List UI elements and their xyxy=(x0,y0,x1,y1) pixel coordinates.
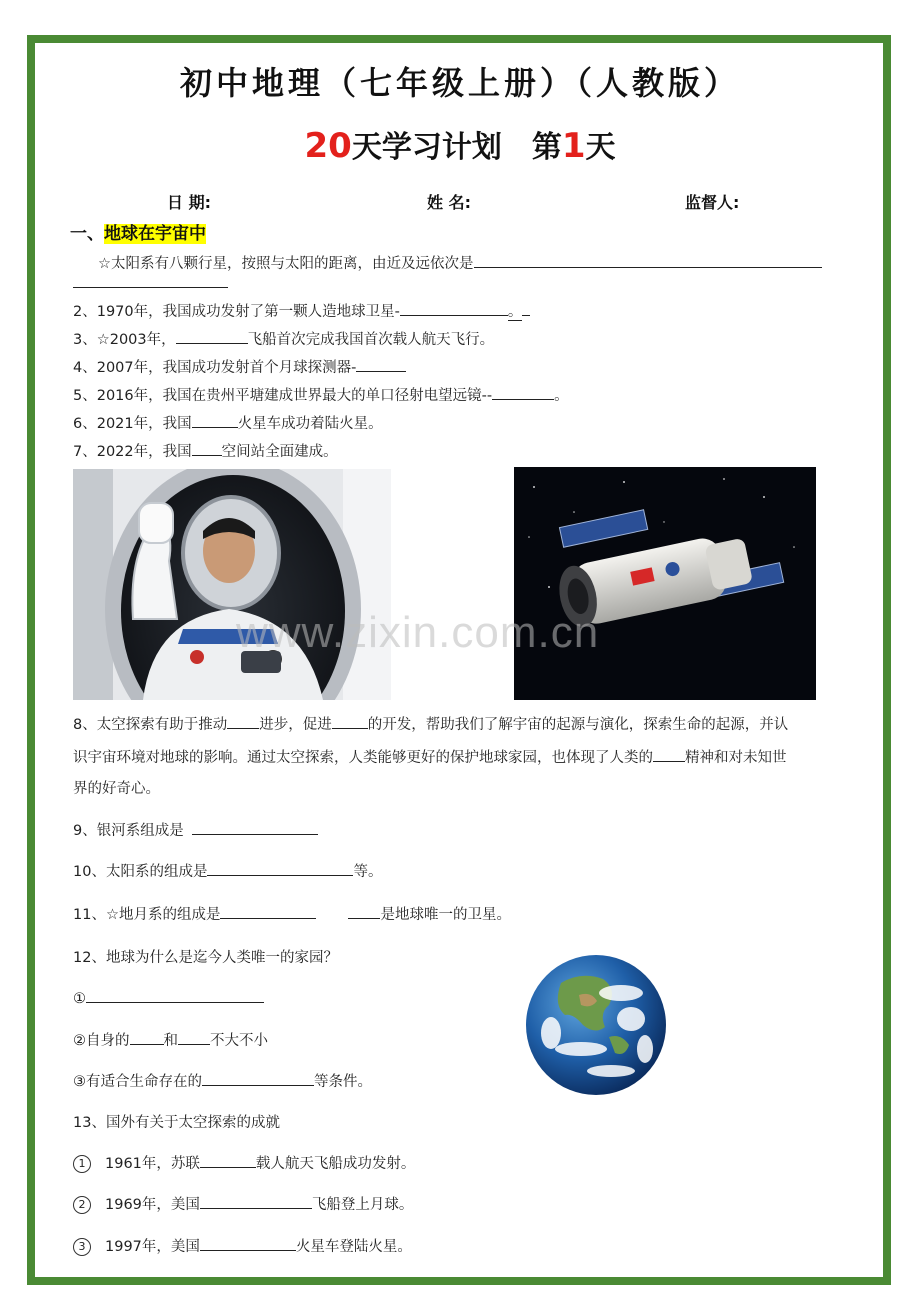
blank xyxy=(332,714,368,729)
question-12: 12、地球为什么是迄今人类唯一的家园？ xyxy=(73,950,338,966)
question-13-item-2 xyxy=(73,1193,413,1214)
question-4-text: 4、2007年，我国成功发射首个月球探测器- xyxy=(73,360,357,376)
blank xyxy=(192,820,318,835)
blank xyxy=(653,747,685,762)
question-5-text: 5、2016年，我国在贵州平塘建成世界最大的单口径射电望远镜-- xyxy=(73,388,493,404)
question-13: 13、国外有关于太空探索的成就 xyxy=(73,1115,280,1131)
question-3 xyxy=(73,328,494,349)
question-8-text-d: 识宇宙环境对地球的影响。通过太空探索，人类能够更好的保护地球家园，也体现了人类的 xyxy=(73,750,653,766)
question-10 xyxy=(73,860,382,881)
circled-number-2: 2 xyxy=(73,1196,91,1214)
question-13-item-1-text-a: 1961年，苏联 xyxy=(105,1156,200,1172)
question-1 xyxy=(98,252,822,273)
earth-globe-illustration xyxy=(521,953,671,1098)
question-5 xyxy=(73,384,569,405)
question-7-text-a: 7、2022年，我国 xyxy=(73,444,192,460)
question-12-item-2-text-a: ②自身的 xyxy=(73,1033,130,1049)
question-3-text-a: 3、☆2003年， xyxy=(73,332,176,348)
day-prefix: 第 xyxy=(531,130,562,165)
blank xyxy=(227,714,259,729)
question-10-text-b: 等。 xyxy=(353,864,383,880)
section-heading xyxy=(70,219,206,244)
circled-number-1: 1 xyxy=(73,1155,91,1173)
watermark: www.zixin.com.cn xyxy=(236,608,600,657)
question-13-item-3-text-a: 1997年，美国 xyxy=(105,1239,200,1255)
question-6 xyxy=(73,412,383,433)
page-title: 初中地理（七年级上册）（人教版） xyxy=(179,64,740,102)
blank xyxy=(86,988,264,1003)
astronaut-illustration xyxy=(73,469,391,700)
blank xyxy=(178,1030,210,1045)
day-suffix: 天 xyxy=(585,130,616,165)
space-station-photo xyxy=(514,467,816,700)
blank xyxy=(200,1153,256,1168)
question-8-text-b: 进步，促进 xyxy=(259,717,332,733)
blank xyxy=(492,385,554,400)
question-3-text-b: 飞船首次完成我国首次载人航天飞行。 xyxy=(247,332,495,348)
question-13-item-3 xyxy=(73,1235,412,1256)
question-13-item-2-text-b: 飞船登上月球。 xyxy=(311,1197,414,1213)
question-9-text: 9、银河系组成是 xyxy=(73,823,184,839)
question-12-item-3 xyxy=(73,1070,372,1091)
blank xyxy=(200,1236,296,1251)
blank xyxy=(130,1030,164,1045)
question-12-item-1 xyxy=(73,988,264,1007)
question-13-item-2-text-a: 1969年，美国 xyxy=(105,1197,200,1213)
question-4 xyxy=(73,356,406,377)
date-label: 日 期: xyxy=(167,193,211,212)
question-8-text-c: 的开发，帮助我们了解宇宙的起源与演化，探索生命的起源，并认 xyxy=(367,717,789,733)
question-12-item-3-text-b: 等条件。 xyxy=(314,1074,372,1090)
supervisor-label: 监督人: xyxy=(685,193,740,212)
blank xyxy=(73,287,228,288)
question-7 xyxy=(73,440,338,461)
question-2-end: 。 xyxy=(507,304,523,320)
blank xyxy=(192,413,238,428)
question-13-item-1 xyxy=(73,1152,415,1173)
question-13-item-3-text-b: 火星车登陆火星。 xyxy=(295,1239,412,1255)
question-12-item-2-text-c: 不大不小 xyxy=(210,1033,268,1049)
question-11 xyxy=(73,903,511,924)
question-5-end: 。 xyxy=(554,388,569,404)
blank xyxy=(348,904,380,919)
plan-text: 天学习计划 xyxy=(351,130,502,165)
section-number: 一、 xyxy=(70,224,104,244)
question-11-text-b: 是地球唯一的卫星。 xyxy=(380,907,511,923)
plan-days: 20 xyxy=(304,126,352,166)
question-10-text-a: 10、太阳系的组成是 xyxy=(73,864,208,880)
blank xyxy=(207,861,353,876)
question-8-line-2 xyxy=(73,746,787,767)
astronaut-photo xyxy=(73,469,391,700)
blank xyxy=(400,301,508,316)
blank xyxy=(220,904,316,919)
question-7-text-b: 空间站全面建成。 xyxy=(221,444,338,460)
blank xyxy=(522,301,530,316)
question-13-item-1-text-b: 载人航天飞船成功发射。 xyxy=(255,1156,416,1172)
blank xyxy=(474,253,822,268)
blank xyxy=(202,1071,314,1086)
blank xyxy=(200,1194,312,1209)
question-9 xyxy=(73,819,318,840)
question-2-text: 2、1970年，我国成功发射了第一颗人造地球卫星- xyxy=(73,304,400,320)
question-6-text-a: 6、2021年，我国 xyxy=(73,416,192,432)
question-8-text-a: 8、太空探索有助于推动 xyxy=(73,717,228,733)
circled-number-3: 3 xyxy=(73,1238,91,1256)
section-title: 地球在宇宙中 xyxy=(104,224,206,244)
question-12-item-2 xyxy=(73,1029,268,1050)
name-label: 姓 名: xyxy=(427,193,471,212)
question-8-line-3: 界的好奇心。 xyxy=(73,781,160,797)
blank xyxy=(356,357,406,372)
blank xyxy=(176,329,248,344)
space-station-illustration xyxy=(514,467,816,700)
question-8-line-1 xyxy=(73,713,788,734)
question-11-text-a: 11、☆地月系的组成是 xyxy=(73,907,221,923)
question-8-text-e: 精神和对未知世 xyxy=(685,750,787,766)
question-12-item-3-text-a: ③有适合生命存在的 xyxy=(73,1074,202,1090)
earth-image xyxy=(521,953,671,1098)
question-2 xyxy=(73,300,530,321)
question-6-text-b: 火星车成功着陆火星。 xyxy=(237,416,383,432)
question-12-item-1-marker: ① xyxy=(73,991,86,1007)
day-number: 1 xyxy=(561,126,586,166)
plan-subtitle xyxy=(0,122,920,166)
blank xyxy=(192,441,222,456)
question-12-item-2-text-b: 和 xyxy=(163,1033,178,1049)
question-1-text: ☆太阳系有八颗行星，按照与太阳的距离，由近及远依次是 xyxy=(98,256,474,272)
